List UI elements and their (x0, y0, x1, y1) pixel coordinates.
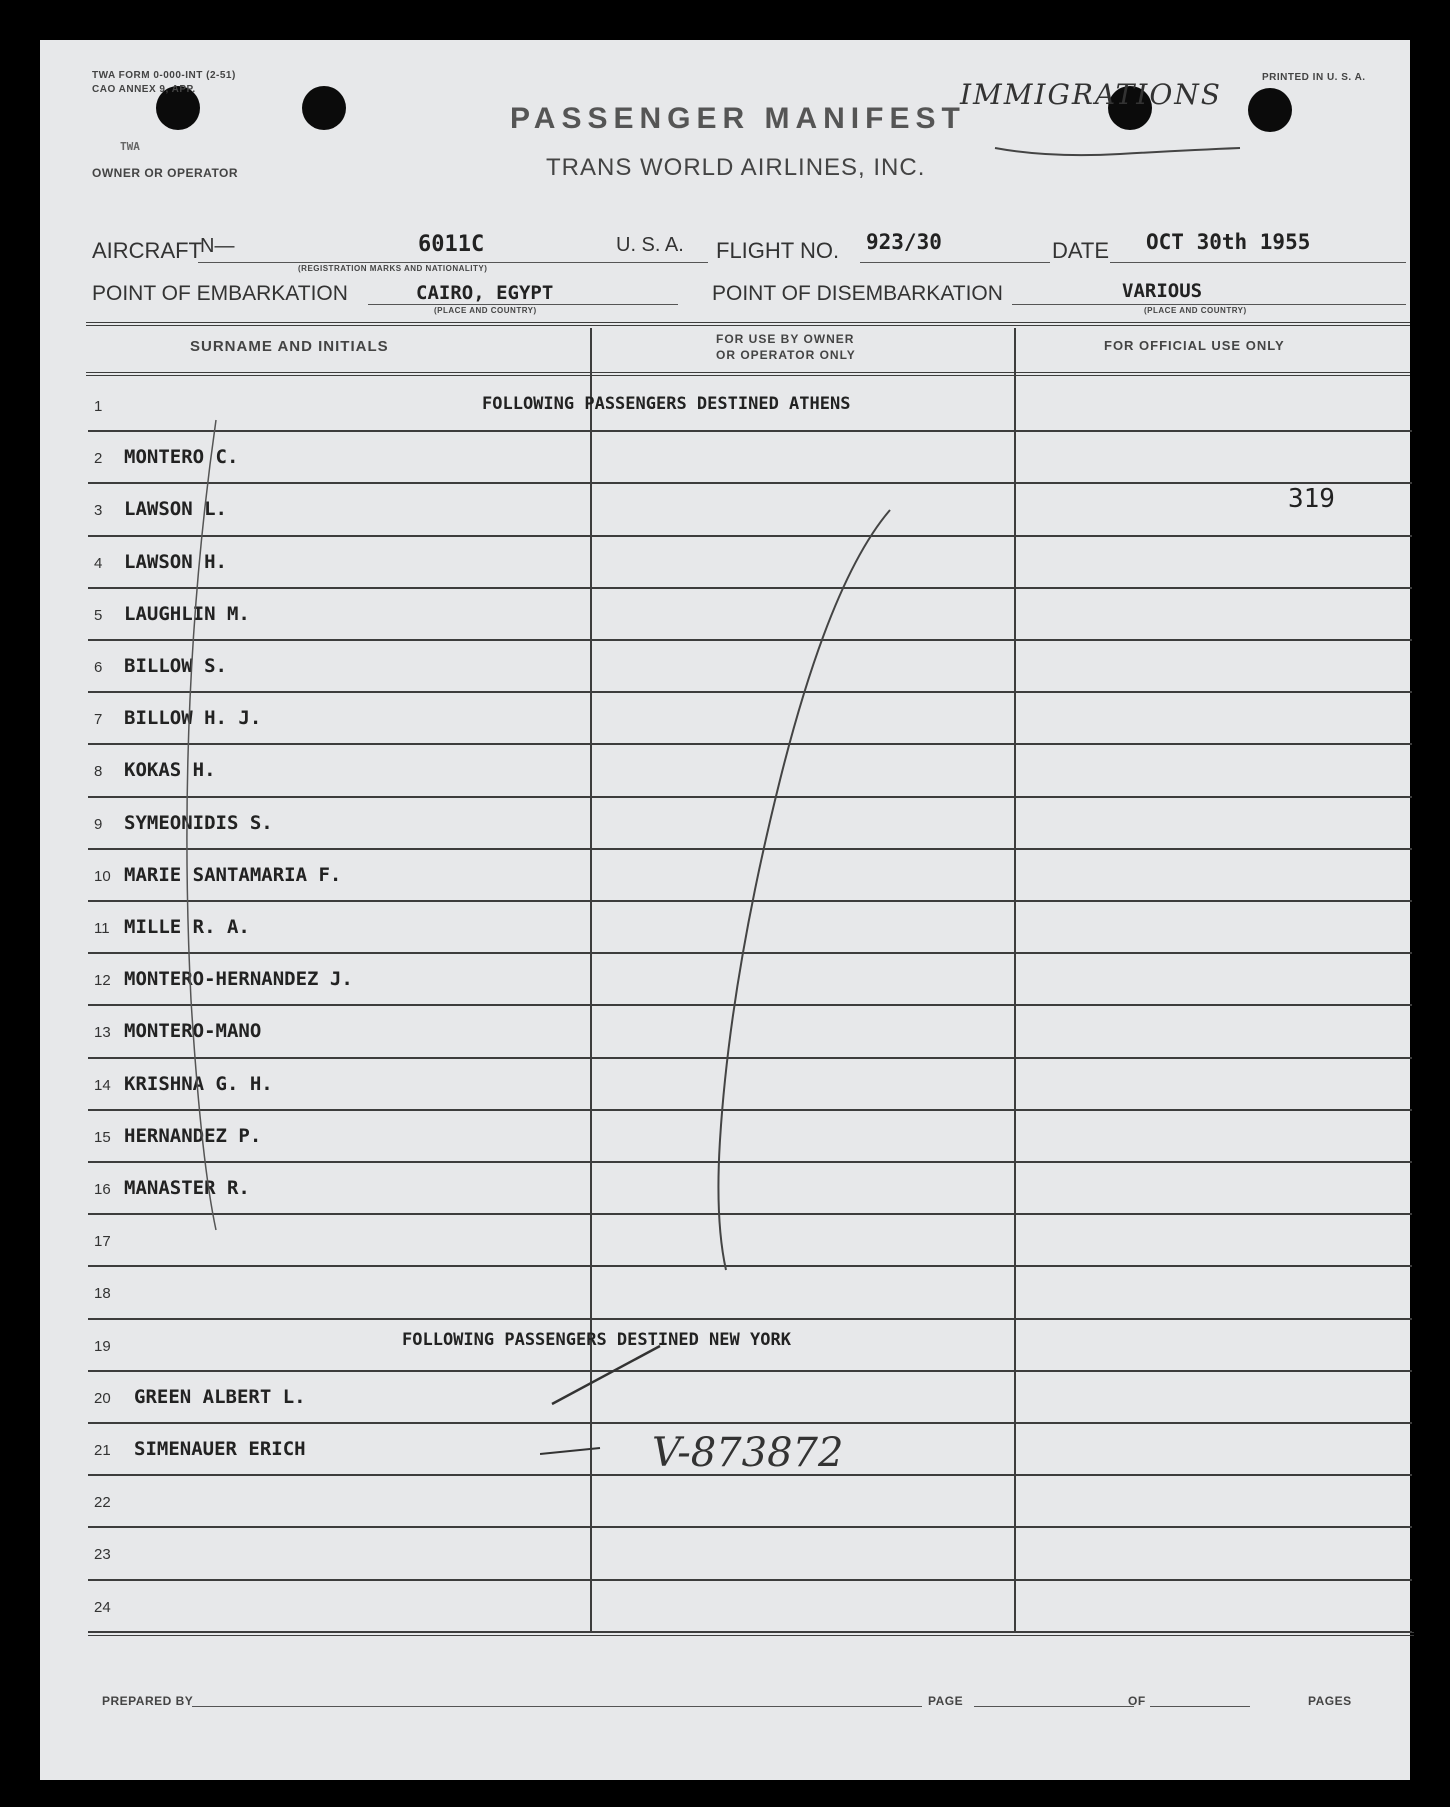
punch-hole-right-2 (1248, 88, 1292, 132)
column-header-owner-1: FOR USE BY OWNER (716, 332, 855, 346)
passenger-name: HERNANDEZ P. (124, 1124, 262, 1147)
flight-label: FLIGHT NO. (716, 238, 840, 263)
printed-in-label: PRINTED IN U. S. A. (1262, 72, 1366, 83)
embarkation-value: CAIRO, EGYPT (416, 282, 554, 304)
aircraft-prefix: N— (200, 235, 235, 257)
row-number: 15 (94, 1128, 111, 1146)
handwritten-underline (990, 120, 1250, 160)
row-number: 17 (94, 1233, 111, 1251)
column-header-owner-2: OR OPERATOR ONLY (716, 348, 856, 362)
handwritten-visa-number: V-873872 (652, 1430, 844, 1476)
aircraft-label: AIRCRAFT (92, 238, 202, 263)
date-underline (1110, 262, 1406, 263)
row-rule (88, 1370, 1412, 1372)
passenger-name: LAWSON H. (124, 550, 227, 573)
passenger-name: SYMEONIDIS S. (124, 811, 273, 834)
page-title: PASSENGER MANIFEST (510, 102, 966, 135)
handwritten-bracket-line (146, 400, 266, 1240)
passenger-name: MONTERO C. (124, 446, 239, 469)
row-number: 3 (94, 502, 103, 520)
embarkation-underline (368, 304, 678, 305)
passenger-name: BILLOW H. J. (124, 707, 262, 730)
row-number: 13 (94, 1024, 111, 1042)
date-value: OCT 30th 1955 (1146, 230, 1311, 254)
form-code-annex: CAO ANNEX 9, APP. (92, 84, 196, 95)
aircraft-underline (198, 262, 708, 263)
aircraft-registration: 6011C (418, 232, 485, 257)
prepared-by-label: PREPARED BY (102, 1694, 194, 1708)
passenger-name: MONTERO-HERNANDEZ J. (124, 968, 353, 991)
handwritten-check-stroke (660, 500, 900, 1280)
passenger-name: MARIE SANTAMARIA F. (124, 863, 342, 886)
row-number: 24 (94, 1598, 111, 1616)
passenger-name: MONTERO-MANO (124, 1020, 262, 1043)
row-number: 19 (94, 1337, 111, 1355)
registration-caption: (REGISTRATION MARKS AND NATIONALITY) (298, 264, 488, 273)
row-number: 6 (94, 659, 103, 676)
airline-name: TRANS WORLD AIRLINES, INC. (546, 154, 926, 181)
pages-label: PAGES (1308, 1694, 1352, 1708)
passenger-name: SIMENAUER ERICH (134, 1438, 306, 1460)
row-rule (88, 1526, 1412, 1528)
manifest-sheet (40, 40, 1410, 1780)
row-number: 7 (94, 711, 103, 729)
passenger-name: LAUGHLIN M. (124, 602, 250, 625)
flight-underline (860, 262, 1050, 263)
page-line (974, 1706, 1134, 1707)
disembarkation-value: VARIOUS (1122, 280, 1203, 302)
row-number: 12 (94, 972, 111, 990)
passenger-name: MILLE R. A. (124, 916, 250, 938)
row-rule (88, 1422, 1412, 1424)
official-number: 319 (1288, 484, 1335, 514)
table-top-rule (86, 322, 1410, 326)
aircraft-nationality: U. S. A. (616, 234, 684, 256)
page-label: PAGE (928, 1694, 964, 1708)
prepared-by-line (192, 1706, 922, 1707)
row-number: 16 (94, 1181, 111, 1198)
column-header-official: FOR OFFICIAL USE ONLY (1104, 338, 1285, 353)
handwritten-immigrations: IMMIGRATIONS (960, 78, 1222, 111)
date-label: DATE (1052, 238, 1110, 263)
disembarkation-label: POINT OF DISEMBARKATION (712, 282, 1003, 305)
note-destined-athens: FOLLOWING PASSENGERS DESTINED ATHENS (482, 394, 851, 414)
column-header-surname: SURNAME AND INITIALS (190, 338, 389, 355)
passenger-name: MANASTER R. (124, 1177, 250, 1199)
row-number: 4 (94, 554, 103, 572)
of-line (1150, 1706, 1250, 1707)
column-divider-2 (1014, 328, 1016, 1632)
table-header-rule (86, 372, 1410, 376)
owner-label: OWNER OR OPERATOR (92, 166, 239, 180)
row-rule (88, 482, 1412, 484)
form-code: TWA FORM 0-000-INT (2-51) (92, 70, 236, 81)
disembarkation-underline (1012, 304, 1406, 305)
embarkation-label: POINT OF EMBARKATION (92, 282, 348, 305)
row-number: 2 (94, 450, 103, 468)
row-rule (88, 1579, 1412, 1581)
row-number: 23 (94, 1546, 111, 1564)
handwritten-tick-marks (540, 1336, 700, 1476)
passenger-name: LAWSON L. (124, 498, 227, 521)
row-number: 9 (94, 815, 103, 833)
row-number: 20 (94, 1389, 111, 1407)
row-rule (88, 430, 1412, 432)
passenger-name: BILLOW S. (124, 655, 227, 677)
disembarkation-caption: (PLACE AND COUNTRY) (1144, 306, 1247, 315)
row-number: 8 (94, 763, 103, 781)
embarkation-caption: (PLACE AND COUNTRY) (434, 306, 537, 315)
row-number: 1 (94, 398, 103, 415)
of-label: OF (1128, 1694, 1146, 1708)
row-number: 21 (94, 1442, 111, 1459)
passenger-name: GREEN ALBERT L. (134, 1385, 306, 1408)
row-number: 22 (94, 1494, 111, 1512)
punch-hole-left-2 (302, 86, 346, 130)
note-destined-new-york: FOLLOWING PASSENGERS DESTINED NEW YORK (402, 1330, 791, 1350)
row-number: 11 (94, 920, 110, 937)
row-number: 10 (94, 867, 111, 885)
row-rule (88, 1318, 1412, 1320)
flight-number: 923/30 (866, 230, 942, 254)
row-number: 14 (94, 1076, 111, 1094)
owner-value: TWA (120, 140, 140, 153)
table-bottom-rule (88, 1632, 1414, 1636)
passenger-name: KOKAS H. (124, 759, 216, 782)
row-number: 18 (94, 1285, 111, 1303)
passenger-name: KRISHNA G. H. (124, 1072, 273, 1095)
row-number: 5 (94, 606, 103, 624)
